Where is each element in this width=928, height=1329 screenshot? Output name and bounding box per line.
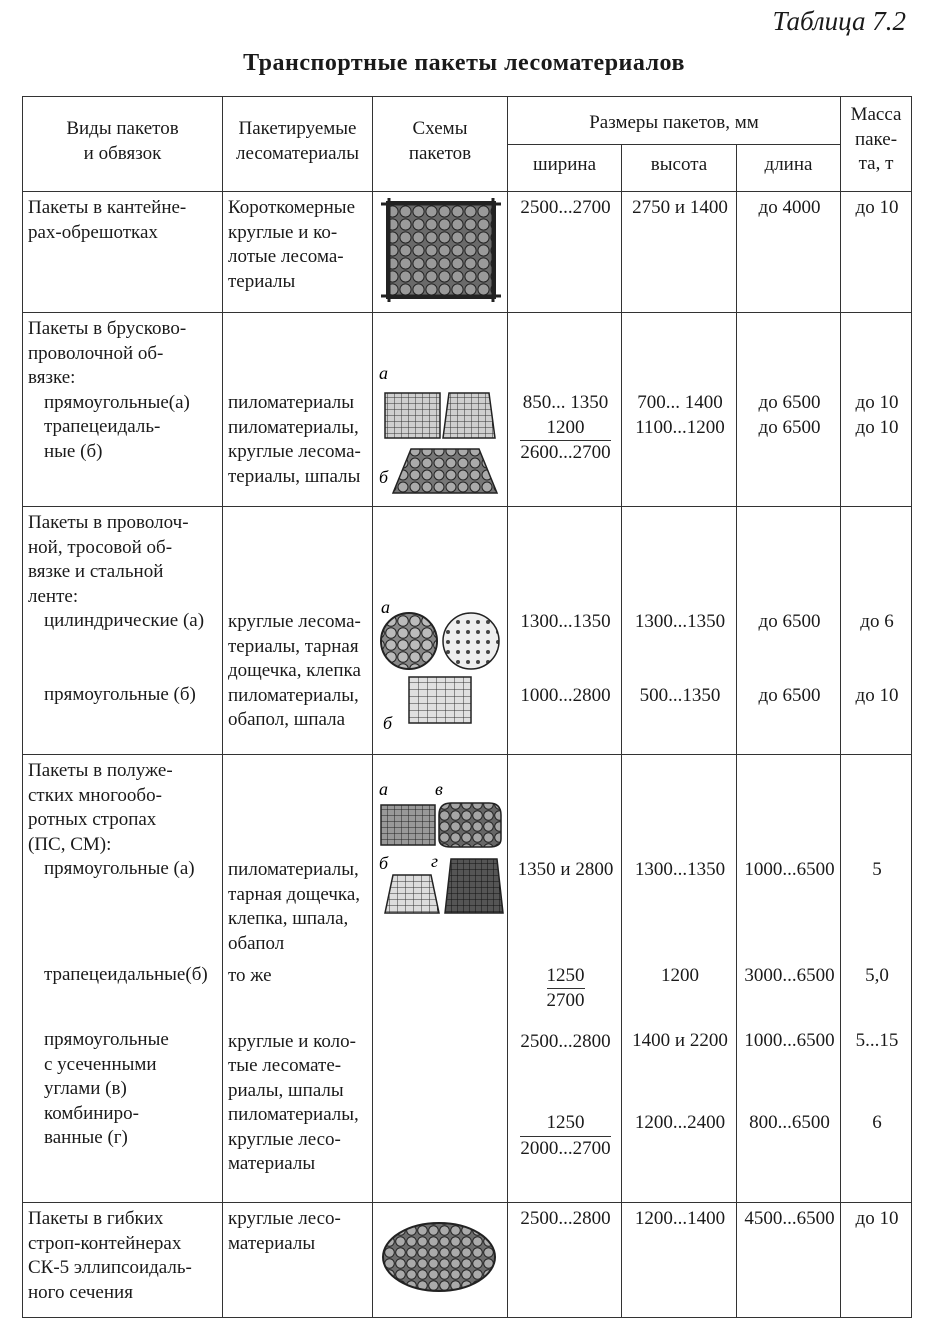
header-length: длина — [737, 145, 841, 192]
header-materials: Пакетируемые лесоматериалы — [223, 97, 373, 192]
row5-mass: до 10 — [841, 1203, 912, 1318]
header-sizes: Размеры пакетов, мм — [508, 97, 841, 145]
row3-width: 1300...1350 1000...2800 — [508, 507, 622, 755]
row1-length: до 4000 — [737, 192, 841, 313]
table-row — [23, 1203, 912, 1318]
table-row — [23, 755, 912, 1203]
row3-material: круглые лесома- териалы, тарная дощечка, клепка пиломатериалы, обапол, шпала — [223, 507, 373, 755]
ellipsoidal-container-scheme-icon — [373, 1203, 508, 1313]
row1-scheme — [373, 192, 508, 313]
header-mass: Масса паке- та, т — [841, 97, 912, 192]
wire-bundle-scheme-icon — [373, 313, 508, 503]
scheme-label-b: б — [379, 467, 389, 487]
row3-scheme — [373, 507, 508, 755]
scheme-label-g: г — [431, 851, 439, 871]
packages-table — [22, 96, 912, 1318]
row2-material: пиломатериалы пиломатериалы, круглые лесома- териалы, шпалы — [223, 313, 373, 507]
row1-mass: до 10 — [841, 192, 912, 313]
scheme-label-b: б — [383, 713, 393, 733]
row5-height: 1200...1400 — [622, 1203, 737, 1318]
row4-type: Пакеты в полуже- стких многообо- ротных стропах (ПС, СМ): прямоугольные (а) трапецеидальные(б) прямоугольные с усеченными углами (в) комбиниро- ванные (г) — [23, 755, 223, 1203]
row1-height: 2750 и 1400 — [622, 192, 737, 313]
container-crate-scheme-icon — [373, 192, 508, 308]
header-types: Виды пакетов и обвязок — [23, 97, 223, 192]
row2-height: 700... 1400 1100...1200 — [622, 313, 737, 507]
row2-type: Пакеты в брусково- проволочной об- вязке: прямоугольные(а) трапецеидаль- ные (б) — [23, 313, 223, 507]
table-row — [23, 313, 912, 507]
table-number: Таблица 7.2 — [772, 6, 906, 36]
table-title: Транспортные пакеты лесоматериалов — [243, 50, 685, 76]
row5-scheme — [373, 1203, 508, 1318]
scheme-label-a: а — [379, 779, 388, 799]
row2-width: 850... 1350 $\frac{1200}{2600...2700}$ — [508, 313, 622, 507]
header-width: ширина — [508, 145, 622, 192]
row4-height: 1300...1350 1200 1400 и 2200 1200...2400 — [622, 755, 737, 1203]
scheme-label-a: а — [381, 597, 390, 617]
row4-scheme — [373, 755, 508, 1203]
scheme-label-a: а — [379, 363, 388, 383]
row5-type: Пакеты в гибких строп-контейнерах СК-5 эллипсоидаль- ного сечения — [23, 1203, 223, 1318]
row3-type: Пакеты в проволоч- ной, тросовой об- вязке и стальной ленте: цилиндрические (а) прямоугольные (б) — [23, 507, 223, 755]
table-row — [23, 192, 912, 313]
row3-mass: до 6 до 10 — [841, 507, 912, 755]
row1-width: 2500...2700 — [508, 192, 622, 313]
row4-width: 1350 и 2800 $\frac{1250}{2700}$ 2500...2800 $\frac{1250}{2000...2700}$ — [508, 755, 622, 1203]
row4-mass: 5 5,0 5...15 6 — [841, 755, 912, 1203]
row1-type: Пакеты в кантейне- рах-обрешотках — [23, 192, 223, 313]
row2-scheme — [373, 313, 508, 507]
scheme-label-v: в — [435, 779, 443, 799]
row2-mass: до 10 до 10 — [841, 313, 912, 507]
row5-width: 2500...2800 — [508, 1203, 622, 1318]
row3-length: до 6500 до 6500 — [737, 507, 841, 755]
wire-rope-scheme-icon — [373, 507, 508, 751]
row2-length: до 6500 до 6500 — [737, 313, 841, 507]
row4-material: пиломатериалы, тарная дощечка, клепка, шпала, обапол то же круглые и коло- тые лесомате- риалы, шпалы пиломатериалы, круглые лесо- материалы — [223, 755, 373, 1203]
row5-length: 4500...6500 — [737, 1203, 841, 1318]
scheme-label-b: б — [379, 853, 389, 873]
row3-height: 1300...1350 500...1350 — [622, 507, 737, 755]
row4-length: 1000...6500 3000...6500 1000...6500 800...6500 — [737, 755, 841, 1203]
header-height: высота — [622, 145, 737, 192]
table-row — [23, 507, 912, 755]
row5-material: круглые лесо- материалы — [223, 1203, 373, 1318]
semi-rigid-sling-scheme-icon — [373, 755, 508, 955]
header-schemes: Схемы пакетов — [373, 97, 508, 192]
row1-material: Короткомерные круглые и ко- лотые лесома- териалы — [223, 192, 373, 313]
